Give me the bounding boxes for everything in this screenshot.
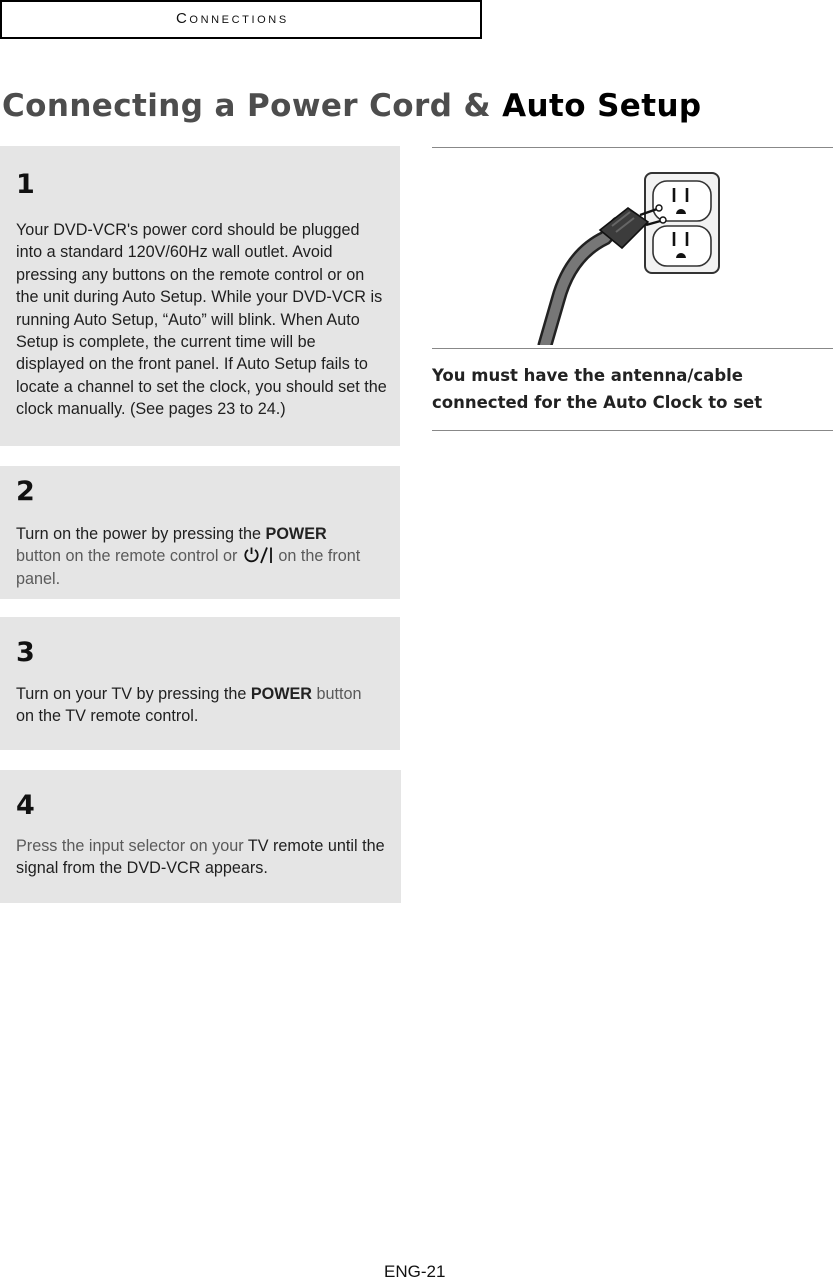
step-3-text-after: button <box>312 685 362 703</box>
step-4-text-rest: TV remote until the signal from the DVD-VCR appears. <box>16 837 385 878</box>
step-2-text-after: on the front panel. <box>16 547 361 588</box>
power-standby-icon <box>242 546 274 564</box>
step-2-box <box>0 466 400 599</box>
step-2-text-before: Turn on the power by pressing the <box>16 525 266 543</box>
note-text: You must have the antenna/cable connected for the Auto Clock to set <box>432 366 763 412</box>
step-4-text-muted: Press the input selector on your <box>16 837 248 855</box>
step-2-power-label: POWER <box>265 525 327 543</box>
step-3-number: 3 <box>16 637 35 668</box>
note-bottom-rule <box>432 430 833 431</box>
step-4-box <box>0 770 401 903</box>
step-4-number: 4 <box>16 790 35 821</box>
page-number: ENG-21 <box>384 1262 446 1281</box>
step-3-text-line2: on the TV remote control. <box>16 707 199 726</box>
step-3-box <box>0 617 400 750</box>
title-part-1: Connecting a Power Cord & <box>2 88 503 124</box>
step-3-text-before: Turn on your TV by pressing the <box>16 685 251 703</box>
step-1-number: 1 <box>16 169 35 200</box>
step-3-power-label: POWER <box>250 685 312 703</box>
note-top-rule <box>432 348 833 349</box>
step-2-text <box>16 523 388 590</box>
page-title <box>2 88 702 124</box>
step-1-box <box>0 146 400 446</box>
step-4-text <box>16 835 388 880</box>
step-2-text-mid: button on the remote control or <box>16 547 242 566</box>
section-label: Connections <box>176 10 289 27</box>
step-1-text: Your DVD-VCR's power cord should be plugged into a standard 120V/60Hz wall outlet. Avoid pressing any buttons on the remote control or on the unit during Auto Setup. While your DVD-VCR is running Auto Setup, “Auto” will blink. When Auto Setup is complete, the current time will be displayed on the front panel. If Auto Setup fails to locate a channel to set the clock, you should set the clock manually. (See pages 23 to 24.) <box>16 221 387 419</box>
step-2-number: 2 <box>16 476 35 507</box>
title-part-2: Auto Setup <box>502 88 702 124</box>
step-3-text <box>16 683 388 728</box>
top-rule <box>432 147 833 148</box>
power-plug-outlet-icon <box>500 160 730 345</box>
section-tab <box>0 0 482 39</box>
